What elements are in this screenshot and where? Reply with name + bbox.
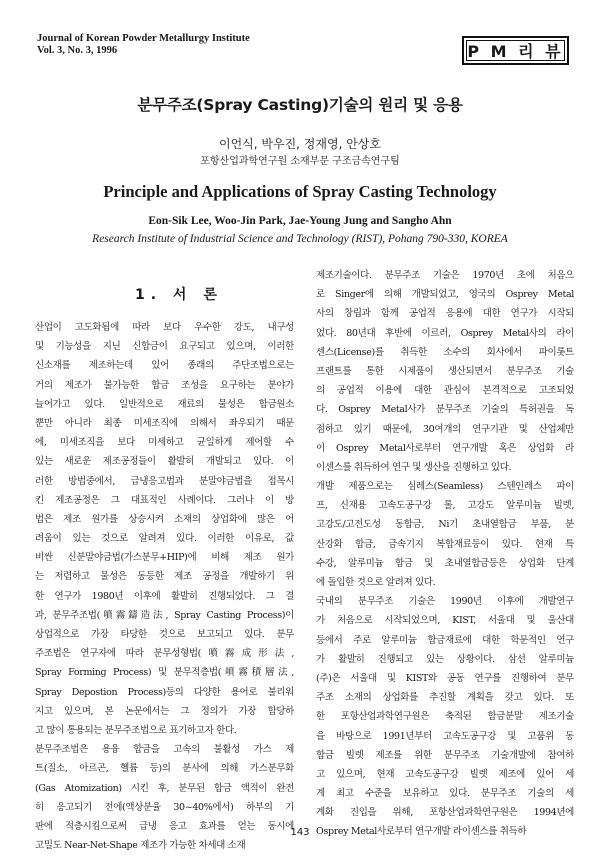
- text-line: 계화 진입을 위해, 포항산업과학연구원은 1994년에: [316, 807, 574, 819]
- journal-name: Journal of Korean Powder Metallurgy Institute: [37, 33, 250, 44]
- page-number: 143: [290, 827, 310, 838]
- text-line: 분무주조법은 용융 합금을 고속의 불활성 가스 제: [35, 744, 294, 756]
- left-column-text: [35, 318, 294, 855]
- text-line: 거의 제조가 불가능한 합금 조성을 요구하는 분야가: [35, 379, 294, 391]
- text-line: 는 저렴하고 물성은 동등한 제조 공정을 개발하기 위: [35, 571, 294, 583]
- authors-korean: 이언식, 박우진, 정재영, 안상호: [219, 137, 381, 151]
- text-line: 다. Osprey Metal사가 분무주조 기술의 특허권을 독: [316, 404, 574, 416]
- text-line: 이 Osprey Metal사로부터 연구개발 혹은 상업화 라: [316, 442, 574, 454]
- text-line: 센스(License)를 취득한 소수의 회사에서 파이롯트: [316, 346, 574, 358]
- journal-volume: Vol. 3, No. 3, 1996: [37, 45, 118, 56]
- pm-review-badge: [462, 36, 569, 65]
- text-line: 로 Singer에 의해 개발되었고, 영국의 Osprey Metal: [316, 289, 574, 301]
- text-line: 이센스를 취득하여 연구 및 생산을 진행하고 있다.: [316, 461, 512, 473]
- text-line: 가 처음으로 시작되었으며, KIST, 서울대 및 울산대: [316, 615, 574, 627]
- text-line: 러한 방법중에서, 급냉응고법과 분말야금법을 접목시: [35, 475, 294, 487]
- text-line: 고밀도 Near-Net-Shape 제조가 가능한 차세대 소재: [35, 840, 246, 852]
- text-line: 합금 빌렛 제조를 위한 분무주조 기술개발에 참여하: [316, 749, 574, 761]
- text-line: 점하고 있기 때문에, 30여개의 연구기관 및 산업체만: [316, 423, 574, 435]
- badge-label: P M 리 뷰: [467, 42, 564, 61]
- text-line: (주)은 서울대 및 KIST와 공동 연구를 진행하여 분무: [316, 672, 574, 684]
- text-line: 있는 새로운 제조공정들이 활발히 개발되고 있다. 이: [35, 456, 294, 468]
- text-line: 의 공업적 이용에 대한 관심이 본격적으로 고조되었: [316, 385, 574, 397]
- text-line: 고 있으며, 현재 고속도공구강 빌렛 제조에 있어 세: [316, 768, 574, 780]
- text-line: Osprey Metal사로부터 연구개발 라이센스를 취득하: [316, 826, 527, 838]
- text-line: 산강화 합금, 금속기지 복합재료등이 있다. 현재 특: [316, 538, 574, 550]
- text-line: 법은 제조 원가를 상승시켜 소재의 상업화에 많은 어: [35, 513, 294, 525]
- right-column-text: [316, 266, 574, 842]
- affiliation-korean: 포항산업과학연구원 소재부문 구조금속연구팀: [200, 156, 400, 167]
- text-line: 개발 제품으로는 심레스(Seamless) 스텐인레스 파이: [316, 481, 574, 493]
- text-line: 프랜트를 통한 시제품이 생산되면서 분무주조 기술: [316, 365, 574, 377]
- text-line: 주조 소재의 상업화를 추진할 계획을 갖고 있다. 또: [316, 692, 574, 704]
- text-line: 한 포항산업과학연구원은 축적된 합금분말 제조기술: [316, 711, 574, 723]
- text-line: 신소재를 제조하는데 있어 종래의 주단조법으로는: [35, 360, 294, 372]
- text-line: 고 많이 통용되는 분무주조법으로 표기하고자 한다.: [35, 724, 237, 736]
- title-korean: 분무주조(Spray Casting)기술의 원리 및 응용: [137, 96, 463, 114]
- text-line: 킨 제조공정은 그 대표적인 사례이다. 그러나 이 방: [35, 494, 294, 506]
- text-line: Spray Forming Process) 및 분무적층법(噴霧積層法,: [35, 667, 294, 679]
- text-line: 계 최고 수준을 보유하고 있다. 분무주조 기술의 세: [316, 788, 574, 800]
- text-line: 과, 분무주조법(噴霧鑄造法, Spray Casting Process)이: [35, 609, 294, 621]
- text-line: 뿐만 아니라 최종 미세조직에 의해서 좌우되기 때문: [35, 417, 294, 429]
- title-english: Principle and Applications of Spray Casting Technology: [103, 182, 497, 201]
- text-line: 히 응고되기 전에(액상분율 30~40%에서) 하부의 기: [35, 801, 294, 813]
- text-line: 국내의 분무주조 기술은 1990년 이후에 개발연구: [316, 596, 574, 608]
- text-line: 을 바탕으로 1991년부터 고속도공구강 및 고품위 동: [316, 730, 574, 742]
- text-line: 수강, 알루미늄 합금 및 초내열합금등은 상업화 단계: [316, 557, 574, 569]
- authors-english: Eon-Sik Lee, Woo-Jin Park, Jae-Young Jung and Sangho Ahn: [148, 215, 452, 227]
- text-line: 지고 있으며, 본 논문에서는 그 정의가 가장 합당하: [35, 705, 294, 717]
- text-line: 에, 미세조직을 보다 미세하고 균일하게 제어할 수: [35, 437, 294, 449]
- text-line: 등에서 주로 알루미늄 합금재료에 대한 학문적인 연구: [316, 634, 574, 646]
- text-line: (Gas Atomization) 시킨 후, 분무된 합금 액적이 완전: [35, 782, 294, 794]
- text-line: 제조기술이다. 분무주조 기술은 1970년 초에 처음으: [316, 270, 574, 281]
- text-line: 및 기능성을 지닌 신합금이 요구되고 있으며, 이러한: [35, 341, 294, 353]
- text-line: 고강도/고전도성 동합금, Ni기 초내열합금 부품, 분: [316, 519, 574, 531]
- text-line: 산업이 고도화됨에 따라 보다 우수한 강도, 내구성: [35, 322, 294, 333]
- text-line: 주조법은 연구자에 따라 분무성형법(噴霧成形法,: [35, 648, 294, 660]
- text-line: 었다. 80년대 후반에 이르러, Osprey Metal사의 라이: [316, 327, 574, 339]
- text-line: 려움이 있는 것으로 알려져 있다. 이러한 이유로, 값: [35, 533, 294, 545]
- section-heading: 1. 서 론: [135, 287, 223, 303]
- text-line: 판에 적층시킴으로써 급냉 응고 효과를 얻는 동시에: [35, 820, 294, 832]
- text-line: 트(질소, 아르곤, 헬륨 등)의 분사에 의해 가스분무화: [35, 763, 294, 775]
- text-line: Spray Depostion Process)등의 다양한 용어로 불리워: [35, 686, 294, 698]
- journal-header: [37, 33, 250, 57]
- text-line: 사의 창립과 함께 공업적 응용에 대한 연구가 시작되: [316, 308, 574, 320]
- text-line: 한 연구가 1980년 이후에 활발히 진행되었다. 그 결: [35, 590, 294, 602]
- text-line: 비싼 신분말야금법(가스분무+HIP)에 비해 제조 원가: [35, 552, 294, 564]
- affiliation-english: Research Institute of Industrial Science and Technology (RIST), Pohang 790-330, KOREA: [92, 233, 508, 245]
- text-line: 가 활발히 진행되고 있는 상황이다. 삼선 알루미늄: [316, 653, 574, 665]
- text-line: 늘어가고 있다. 일반적으로 재료의 물성은 합금원소: [35, 398, 294, 410]
- text-line: 프, 신재용 고속도공구강 롤, 고강도 알루미늄 빌렛,: [316, 500, 574, 512]
- text-line: 상업적으로 가장 타당한 것으로 보고되고 있다. 분무: [35, 629, 294, 640]
- text-line: 에 돌입한 것으로 알려져 있다.: [316, 577, 436, 588]
